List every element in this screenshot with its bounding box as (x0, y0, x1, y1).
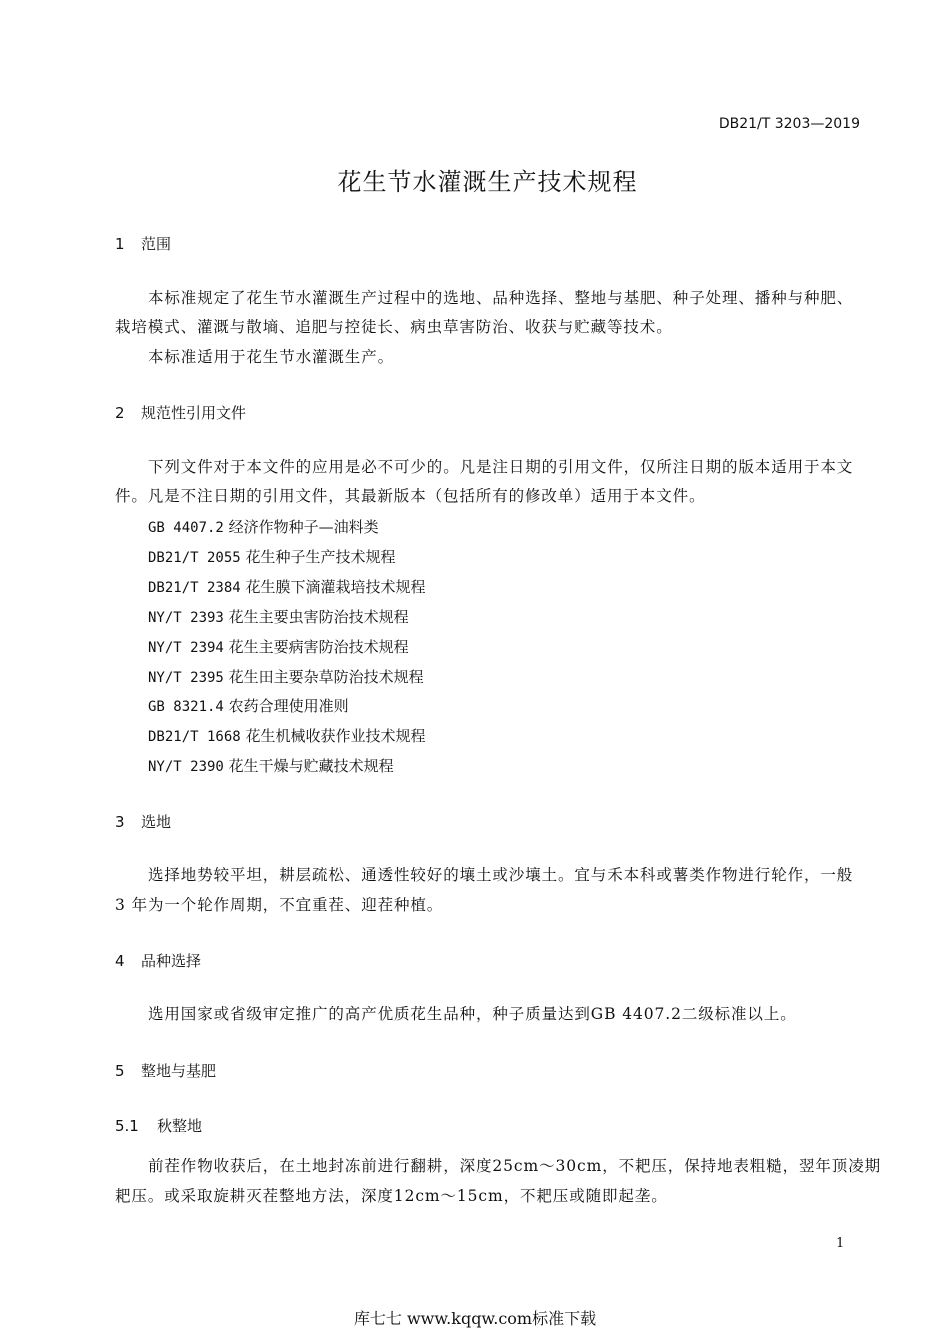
reference-title: 花生机械收获作业技术规程 (245, 727, 426, 746)
section-title: 秋整地 (157, 1117, 203, 1135)
reference-item (148, 516, 379, 537)
reference-item (148, 695, 349, 716)
section-title: 规范性引用文件 (141, 404, 247, 422)
reference-title: 花生种子生产技术规程 (245, 547, 396, 566)
paragraph-line: 本标准规定了花生节水灌溉生产过程中的选地、品种选择、整地与基肥、种子处理、播种与种肥、 (148, 289, 854, 307)
reference-title: 花生主要病害防治技术规程 (228, 637, 409, 656)
reference-item (148, 576, 426, 597)
reference-title: 花生干燥与贮藏技术规程 (228, 757, 394, 776)
reference-title: 花生田主要杂草防治技术规程 (228, 667, 424, 686)
paragraph-line: 选择地势较平坦，耕层疏松、通透性较好的壤土或沙壤土。宜与禾本科或薯类作物进行轮作，一般 (148, 866, 854, 884)
section-number: 1 (115, 235, 125, 253)
document-number: DB21/T 3203—2019 (718, 116, 860, 132)
reference-code: NY/T 2394 (148, 639, 224, 656)
reference-item (148, 666, 424, 687)
reference-item (148, 755, 394, 776)
paragraph-line: 3 年为一个轮作周期，不宜重茬、迎茬种植。 (115, 896, 444, 914)
section-heading-1 (115, 233, 171, 254)
section-number: 5.1 (115, 1117, 139, 1135)
section-heading-5 (115, 1060, 216, 1081)
reference-code: DB21/T 2384 (148, 579, 241, 596)
reference-code: GB 8321.4 (148, 699, 224, 716)
section-number: 3 (115, 813, 125, 831)
reference-code: DB21/T 1668 (148, 729, 241, 746)
paragraph-line: 栽培模式、灌溉与散墒、追肥与控徒长、病虫草害防治、收获与贮藏等技术。 (115, 318, 673, 336)
reference-title: 经济作物种子—油料类 (228, 518, 379, 536)
section-heading-4 (115, 950, 201, 971)
section-number: 4 (115, 952, 125, 970)
footer-watermark: 库七七 www.kqqw.com标准下载 (353, 1309, 597, 1328)
paragraph-line: 下列文件对于本文件的应用是必不可少的。凡是注日期的引用文件，仅所注日期的版本适用于本文 (148, 458, 854, 476)
page-number: 1 (836, 1236, 845, 1251)
subsection-heading-5-1 (115, 1115, 202, 1136)
reference-code: NY/T 2393 (148, 609, 224, 626)
reference-item (148, 636, 409, 657)
paragraph-line: 选用国家或省级审定推广的高产优质花生品种，种子质量达到GB 4407.2二级标准以上。 (148, 1005, 797, 1023)
reference-title: 花生主要虫害防治技术规程 (228, 607, 409, 626)
section-number: 2 (115, 404, 125, 422)
paragraph-line: 本标准适用于花生节水灌溉生产。 (148, 348, 395, 366)
paragraph-line: 件。凡是不注日期的引用文件，其最新版本（包括所有的修改单）适用于本文件。 (115, 487, 706, 505)
reference-item (148, 606, 409, 627)
paragraph-line: 前茬作物收获后，在土地封冻前进行翻耕，深度25cm～30cm，不耙压，保持地表粗糙，翌年顶凌期 (148, 1157, 882, 1175)
section-title: 选地 (141, 813, 172, 831)
section-heading-2 (115, 402, 246, 423)
page-title: 花生节水灌溉生产技术规程 (337, 168, 638, 196)
reference-title: 花生膜下滴灌栽培技术规程 (245, 577, 426, 596)
section-number: 5 (115, 1062, 125, 1080)
reference-code: DB21/T 2055 (148, 549, 241, 566)
paragraph-line: 耙压。或采取旋耕灭茬整地方法，深度12cm～15cm，不耙压或随即起垄。 (115, 1187, 668, 1205)
reference-item (148, 546, 396, 567)
reference-code: NY/T 2390 (148, 759, 224, 776)
reference-code: NY/T 2395 (148, 669, 224, 686)
section-title: 品种选择 (141, 952, 202, 970)
section-title: 整地与基肥 (141, 1062, 217, 1080)
reference-item (148, 725, 426, 746)
section-heading-3 (115, 811, 171, 832)
section-title: 范围 (141, 235, 172, 253)
reference-title: 农药合理使用准则 (228, 697, 349, 716)
reference-code: GB 4407.2 (148, 520, 224, 536)
